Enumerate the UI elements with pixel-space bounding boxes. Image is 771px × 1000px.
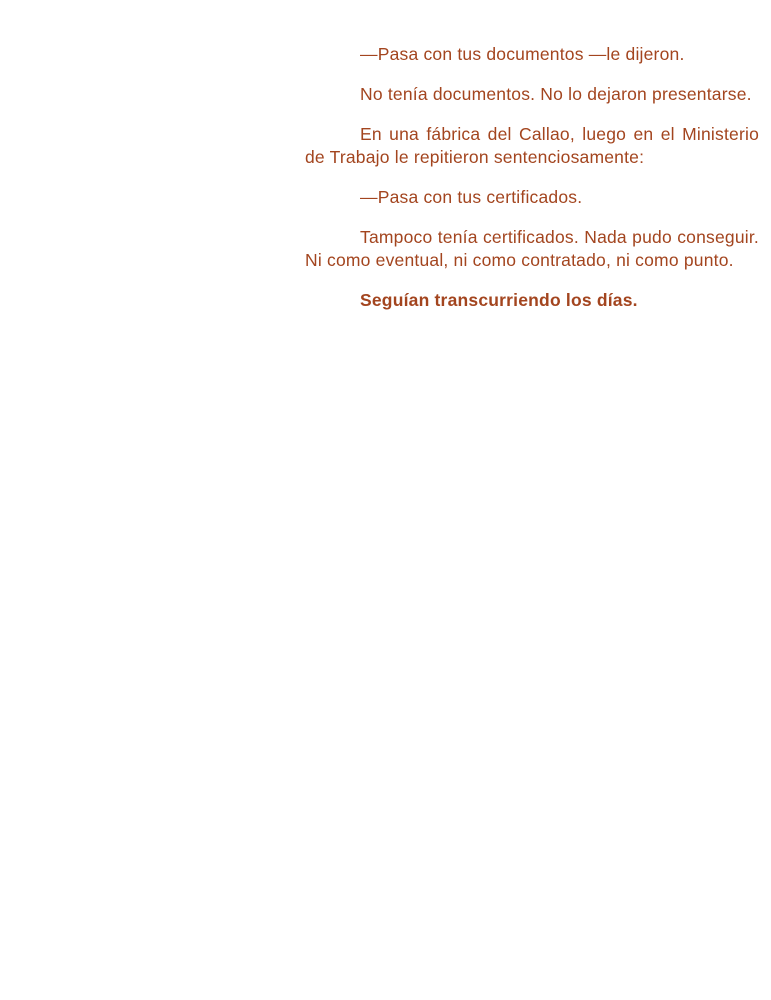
paragraph-1: —Pasa con tus documentos —le dijeron. (360, 44, 685, 64)
text-column (305, 43, 759, 329)
paragraph-4: —Pasa con tus certificados. (360, 187, 583, 207)
paragraph-5: Tampoco tenía certificados. Nada pudo conseguir. Ni como eventual, ni como contratado, ni como punto. (305, 227, 759, 270)
paragraph-6: Seguían transcurriendo los días. (360, 290, 638, 310)
paragraph-2: No tenía documentos. No lo dejaron presentarse. (360, 84, 752, 104)
paragraph-3: En una fábrica del Callao, luego en el Ministerio de Trabajo le repitieron sentenciosamente: (305, 124, 759, 167)
